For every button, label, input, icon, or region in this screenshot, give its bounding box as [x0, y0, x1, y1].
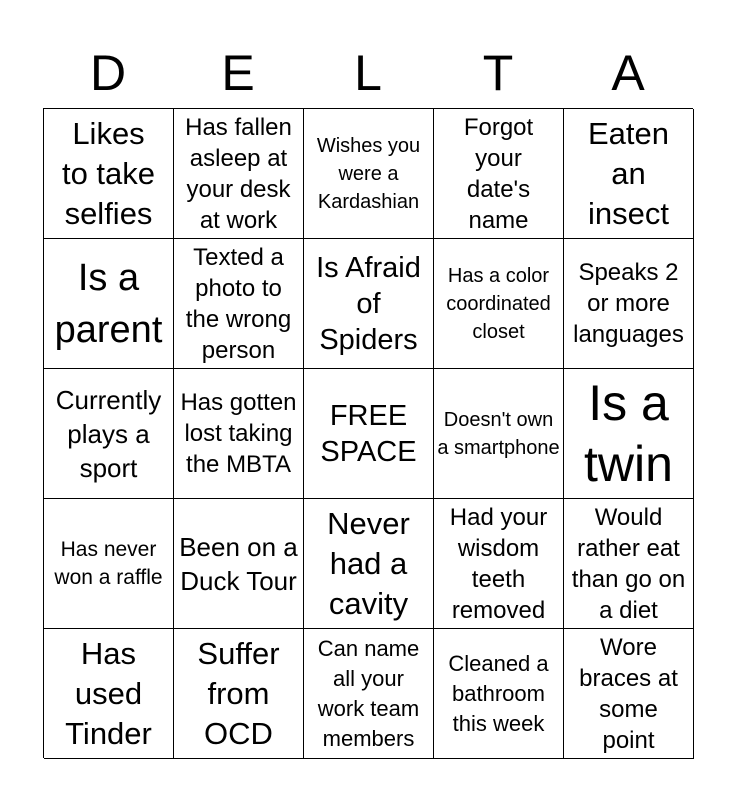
cell-text: FREE SPACE [320, 399, 417, 468]
bingo-cell[interactable] [434, 629, 564, 759]
cell-text: Likes to take selfies [61, 115, 156, 231]
bingo-cell[interactable] [304, 239, 434, 369]
bingo-cell[interactable] [304, 369, 434, 499]
cell-text: Had your wisdom teeth removed [449, 503, 548, 624]
bingo-cell[interactable] [304, 499, 434, 629]
cell-text: Has fallen asleep at your desk at work [185, 113, 292, 234]
cell-text: Has never won a raffle [54, 537, 163, 589]
bingo-board [43, 108, 693, 758]
cell-text: Speaks 2 or more languages [573, 259, 684, 348]
header-letter-a: A [611, 45, 645, 101]
bingo-cell[interactable] [174, 369, 304, 499]
bingo-cell[interactable] [174, 499, 304, 629]
bingo-cell[interactable] [564, 629, 694, 759]
bingo-cell[interactable] [434, 499, 564, 629]
bingo-header [43, 38, 693, 108]
bingo-cell[interactable] [44, 369, 174, 499]
cell-text: Wore braces at some point [579, 633, 678, 754]
bingo-cell[interactable] [174, 239, 304, 369]
header-letter-l: L [354, 45, 382, 101]
bingo-cell[interactable] [174, 629, 304, 759]
header-letter-t: T [482, 45, 514, 101]
bingo-cell[interactable] [44, 109, 174, 239]
cell-text: Been on a Duck Tour [179, 531, 298, 596]
cell-text: Wishes you were a Kardashian [316, 134, 421, 213]
header-letter-e: E [221, 45, 255, 101]
bingo-cell[interactable] [44, 629, 174, 759]
bingo-cell[interactable] [564, 499, 694, 629]
bingo-cell[interactable] [434, 239, 564, 369]
cell-text: Is a parent [54, 256, 163, 351]
cell-text: Never had a cavity [327, 505, 410, 621]
cell-text: Has gotten lost taking the MBTA [180, 389, 297, 478]
cell-text: Has used Tinder [65, 635, 152, 751]
bingo-cell[interactable] [304, 629, 434, 759]
cell-text: Is a twin [584, 374, 673, 492]
cell-text: Cleaned a bathroom this week [448, 650, 549, 736]
bingo-cell[interactable] [44, 499, 174, 629]
cell-text: Eaten an insect [587, 115, 669, 231]
bingo-cell[interactable] [564, 109, 694, 239]
header-letter-d: D [89, 45, 127, 101]
cell-text: Currently plays a sport [55, 384, 162, 483]
bingo-cell[interactable] [564, 239, 694, 369]
bingo-cell[interactable] [44, 239, 174, 369]
cell-text: Doesn't own a smartphone [437, 408, 560, 459]
bingo-cell[interactable] [434, 369, 564, 499]
bingo-cell[interactable] [304, 109, 434, 239]
cell-text: Has a color coordinated closet [446, 264, 551, 343]
bingo-cell[interactable] [564, 369, 694, 499]
cell-text: Forgot your date's name [463, 113, 534, 234]
cell-text: Texted a photo to the wrong person [185, 243, 292, 364]
cell-text: Is Afraid of Spiders [316, 251, 421, 356]
bingo-cell[interactable] [434, 109, 564, 239]
cell-text: Suffer from OCD [197, 635, 280, 751]
cell-text: Can name all your work team members [317, 635, 420, 751]
bingo-cell[interactable] [174, 109, 304, 239]
cell-text: Would rather eat than go on a diet [571, 503, 686, 624]
